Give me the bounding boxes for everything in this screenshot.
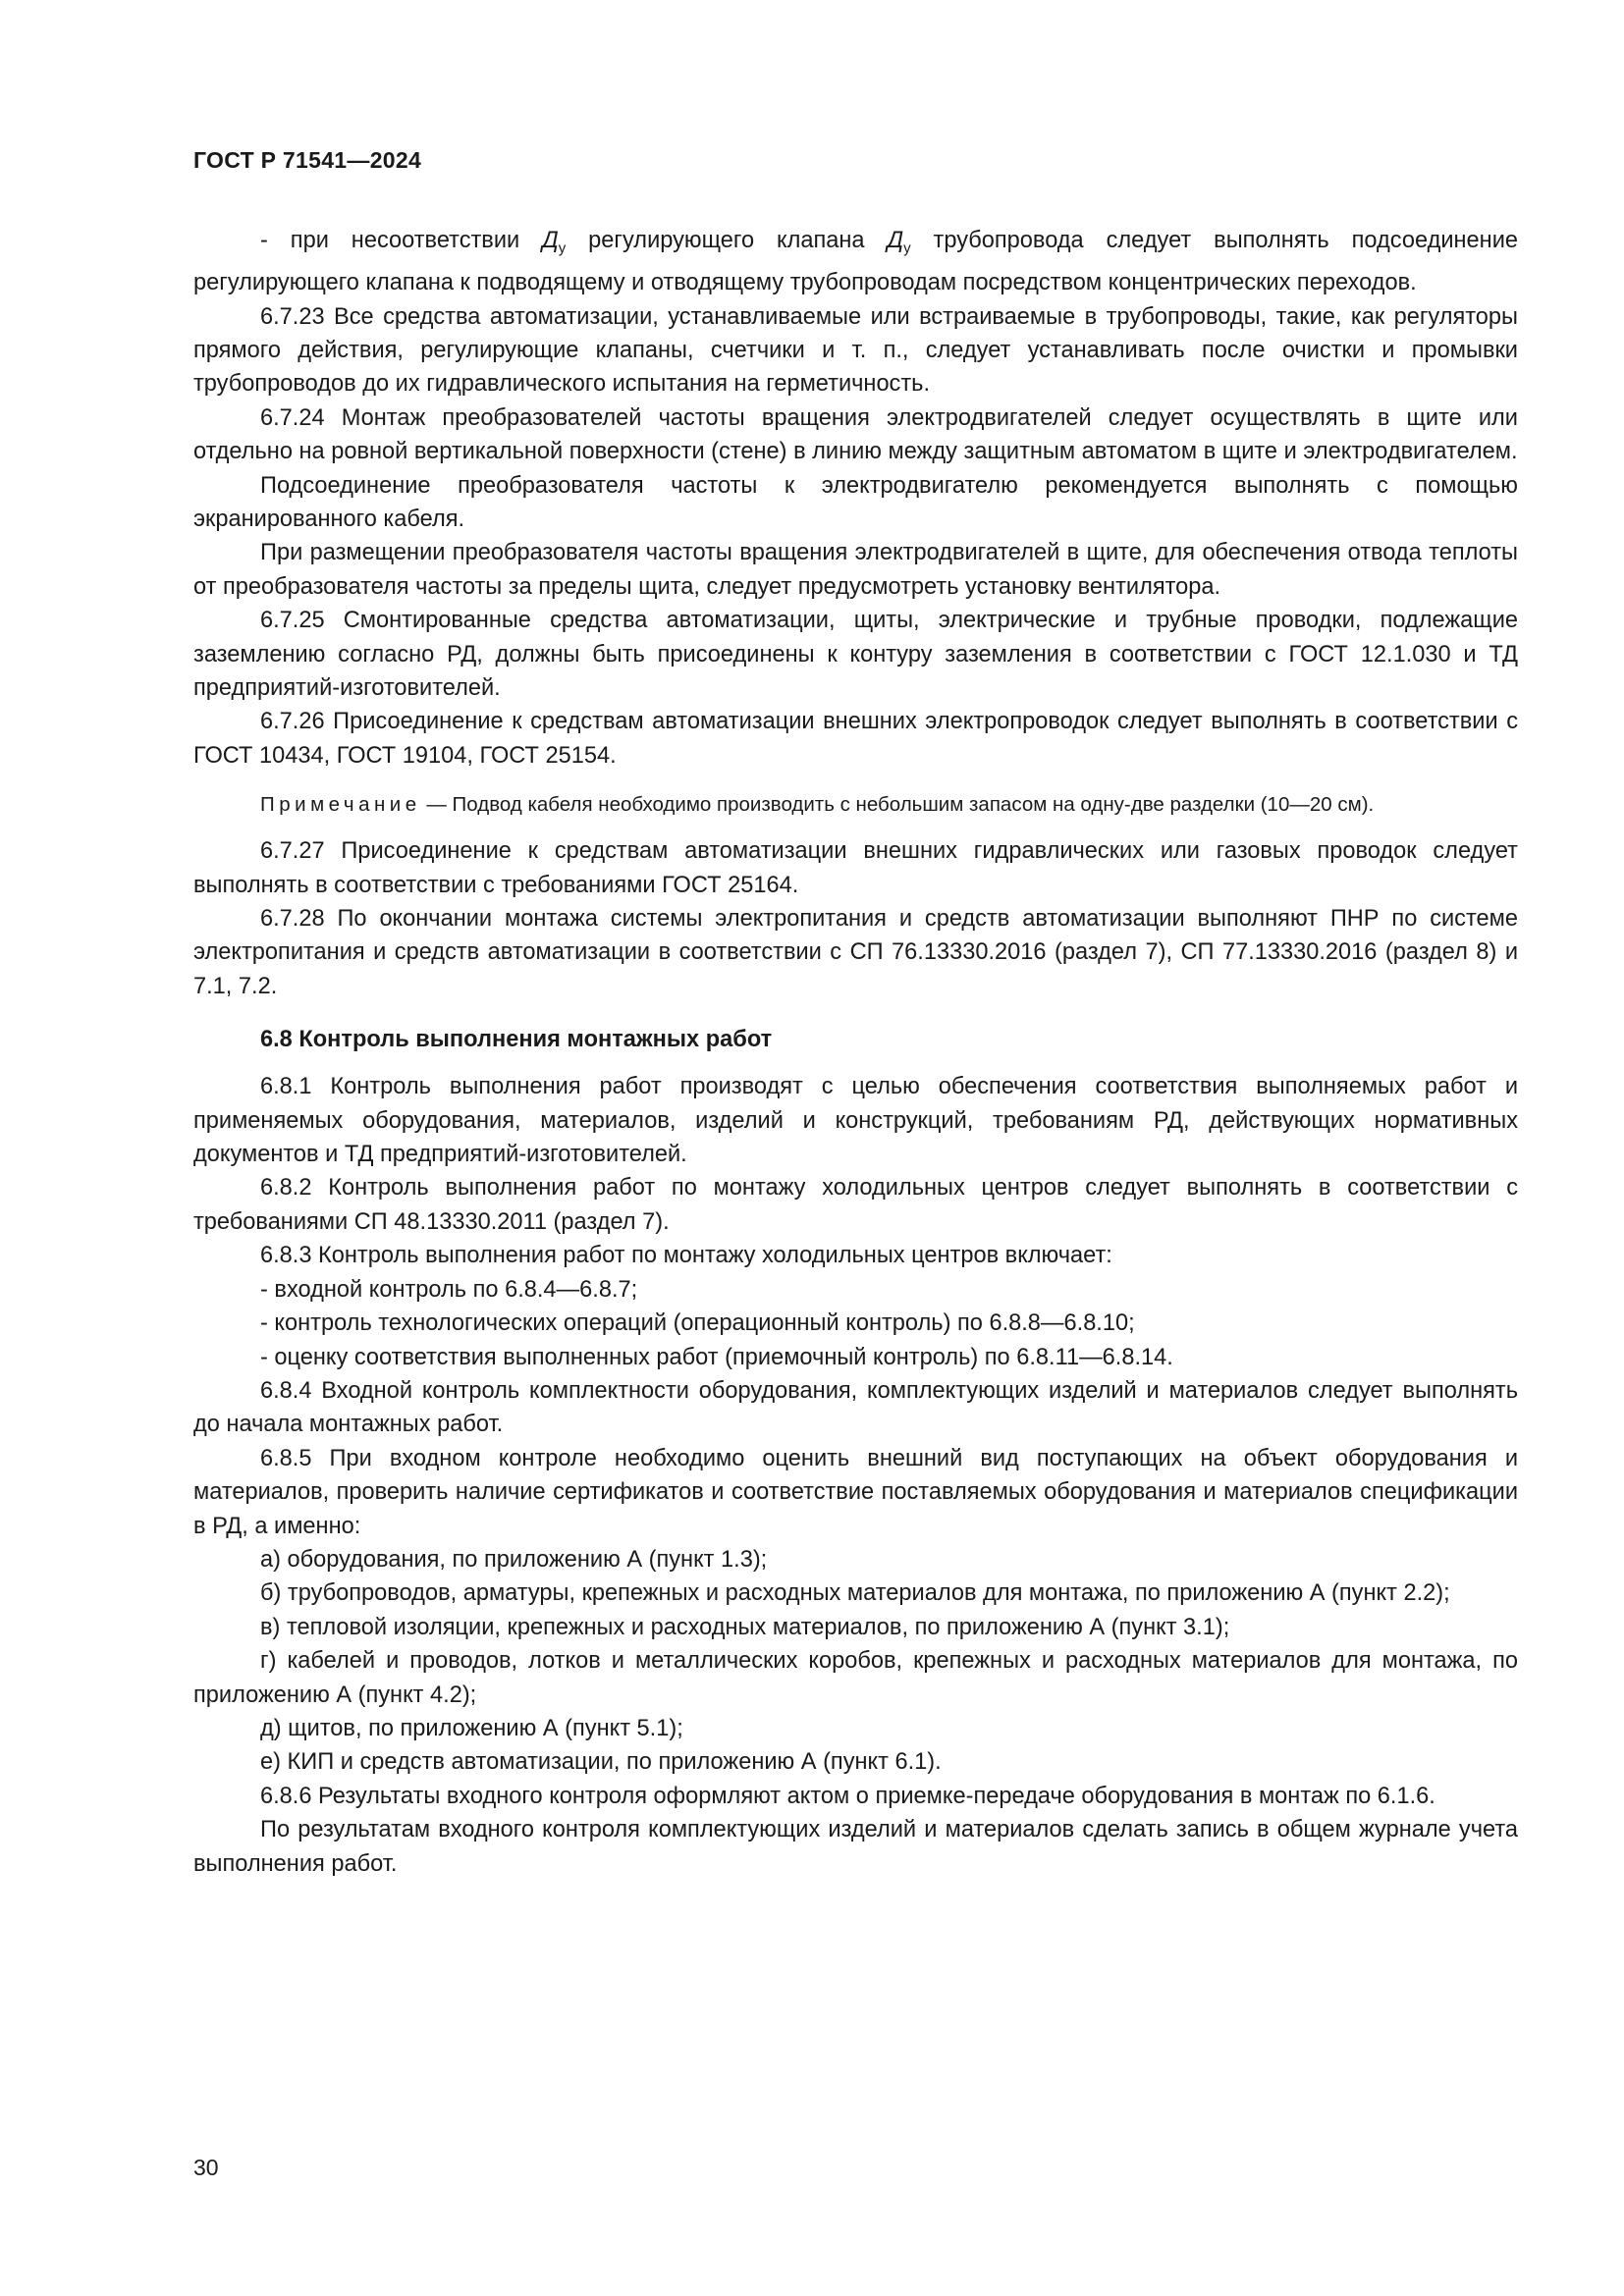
list-item: в) тепловой изоляции, крепежных и расходных материалов, по приложению А (пункт 3.1); [260,1614,1230,1640]
list-item: - оценку соответствия выполненных работ (приемочный контроль) по 6.8.11—6.8.14. [260,1344,1173,1370]
paragraph-regulating-valve: - при несоответствии $Д_у$ регулирующего клапана $Д_у$ трубопровода следует выполнять подсоединение регулирующего клапана к подводящему и отводящему трубопроводам посредством концентрических переходов. [193,228,1518,296]
list-item: б) трубопроводов, арматуры, крепежных и расходных материалов для монтажа, по приложению А (пункт 2.2); [260,1580,1450,1607]
document-code-header: ГОСТ Р 71541—2024 [193,147,422,173]
note-text: — Подвод кабеля необходимо производить с небольшим запасом на одну-две разделки (10—20 см). [420,793,1375,817]
list-item: а) оборудования, по приложению А (пункт 1.3); [260,1546,768,1573]
paragraph-6-8-5: 6.8.5 При входном контроле необходимо оценить внешний вид поступающих на объект оборудования и материалов, проверить наличие сертификатов и соответствие поставляемых оборудования и материалов спецификации в РД, а именно: [193,1445,1518,1539]
paragraph-6-7-28: 6.7.28 По окончании монтажа системы электропитания и средств автоматизации выполняют ПНР по системе электропитания и средств автоматизации в соответствии с СП 76.13330.2016 (раздел 7), СП 77.13330.2016 (раздел 8) и 7.1, 7.2. [193,906,1518,999]
paragraph-6-8-3: 6.8.3 Контроль выполнения работ по монтажу холодильных центров включает: [260,1243,1112,1269]
list-item: е) КИП и средств автоматизации, по приложению А (пункт 6.1). [260,1749,942,1776]
paragraph-6-7-23: 6.7.23 Все средства автоматизации, устанавливаемые или встраиваемые в трубопроводы, такие, как регуляторы прямого действия, регулирующие клапаны, счетчики и т. п., следует устанавливать после очистки и промывки трубопроводов до их гидравлического испытания на герметичность. [193,303,1518,398]
paragraph-6-8-6: 6.8.6 Результаты входного контроля оформляют актом о приемке-передаче оборудования в монтаж по 6.1.6. [260,1783,1435,1809]
paragraph-6-8-4: 6.8.4 Входной контроль комплектности оборудования, комплектующих изделий и материалов следует выполнять до начала монтажных работ. [193,1377,1518,1438]
section-heading-6-8: 6.8 Контроль выполнения монтажных работ [260,1027,773,1053]
paragraph-6-7-24-cable: Подсоединение преобразователя частоты к электродвигателю рекомендуется выполнять с помощью экранированного кабеля. [193,472,1518,532]
list-item: д) щитов, по приложению А (пункт 5.1); [260,1715,683,1741]
list-item: - входной контроль по 6.8.4—6.8.7; [260,1276,638,1303]
list-item: - контроль технологических операций (операционный контроль) по 6.8.8—6.8.10; [260,1310,1135,1337]
paragraph-6-8-6-journal: По результатам входного контроля комплектующих изделий и материалов сделать запись в общем журнале учета выполнения работ. [193,1817,1518,1877]
document-body [193,224,1518,1881]
note-label: Примечание [260,793,421,817]
list-item: г) кабелей и проводов, лотков и металлических коробов, крепежных и расходных материалов для монтажа, по приложению А (пункт 4.2); [193,1648,1518,1708]
paragraph-6-8-1: 6.8.1 Контроль выполнения работ производят с целью обеспечения соответствия выполняемых работ и применяемых оборудования, материалов, изделий и конструкций, требованиям РД, действующих нормативных документов и ТД предприятий-изготовителей. [193,1074,1518,1168]
paragraph-6-8-2: 6.8.2 Контроль выполнения работ по монтажу холодильных центров следует выполнять в соответствии с требованиями СП 48.13330.2011 (раздел 7). [193,1175,1518,1235]
paragraph-6-7-26: 6.7.26 Присоединение к средствам автоматизации внешних электропроводок следует выполнять в соответствии с ГОСТ 10434, ГОСТ 19104, ГОСТ 25154. [193,709,1518,769]
paragraph-6-7-24-ventilation: При размещении преобразователя частоты вращения электродвигателей в щите, для обеспечения отвода теплоты от преобразователя частоты за пределы щита, следует предусмотреть установку вентилятора. [193,540,1518,600]
paragraph-6-7-24: 6.7.24 Монтаж преобразователей частоты вращения электродвигателей следует осуществлять в щите или отдельно на ровной вертикальной поверхности (стене) в линию между защитным автоматом в щите и электродвигателем. [193,404,1518,465]
nominal-diameter-symbol: $Д_у$ [887,228,911,257]
note [193,789,1518,820]
page-number: 30 [193,2155,219,2180]
nominal-diameter-symbol: $Д_у$ [542,228,567,257]
paragraph-6-7-27: 6.7.27 Присоединение к средствам автоматизации внешних гидравлических или газовых проводок следует выполнять в соответствии с требованиями ГОСТ 25164. [193,838,1518,898]
paragraph-6-7-25: 6.7.25 Смонтированные средства автоматизации, щиты, электрические и трубные проводки, подлежащие заземлению согласно РД, должны быть присоединены к контуру заземления в соответствии с ГОСТ 12.1.030 и ТД предприятий-изготовителей. [193,608,1518,701]
